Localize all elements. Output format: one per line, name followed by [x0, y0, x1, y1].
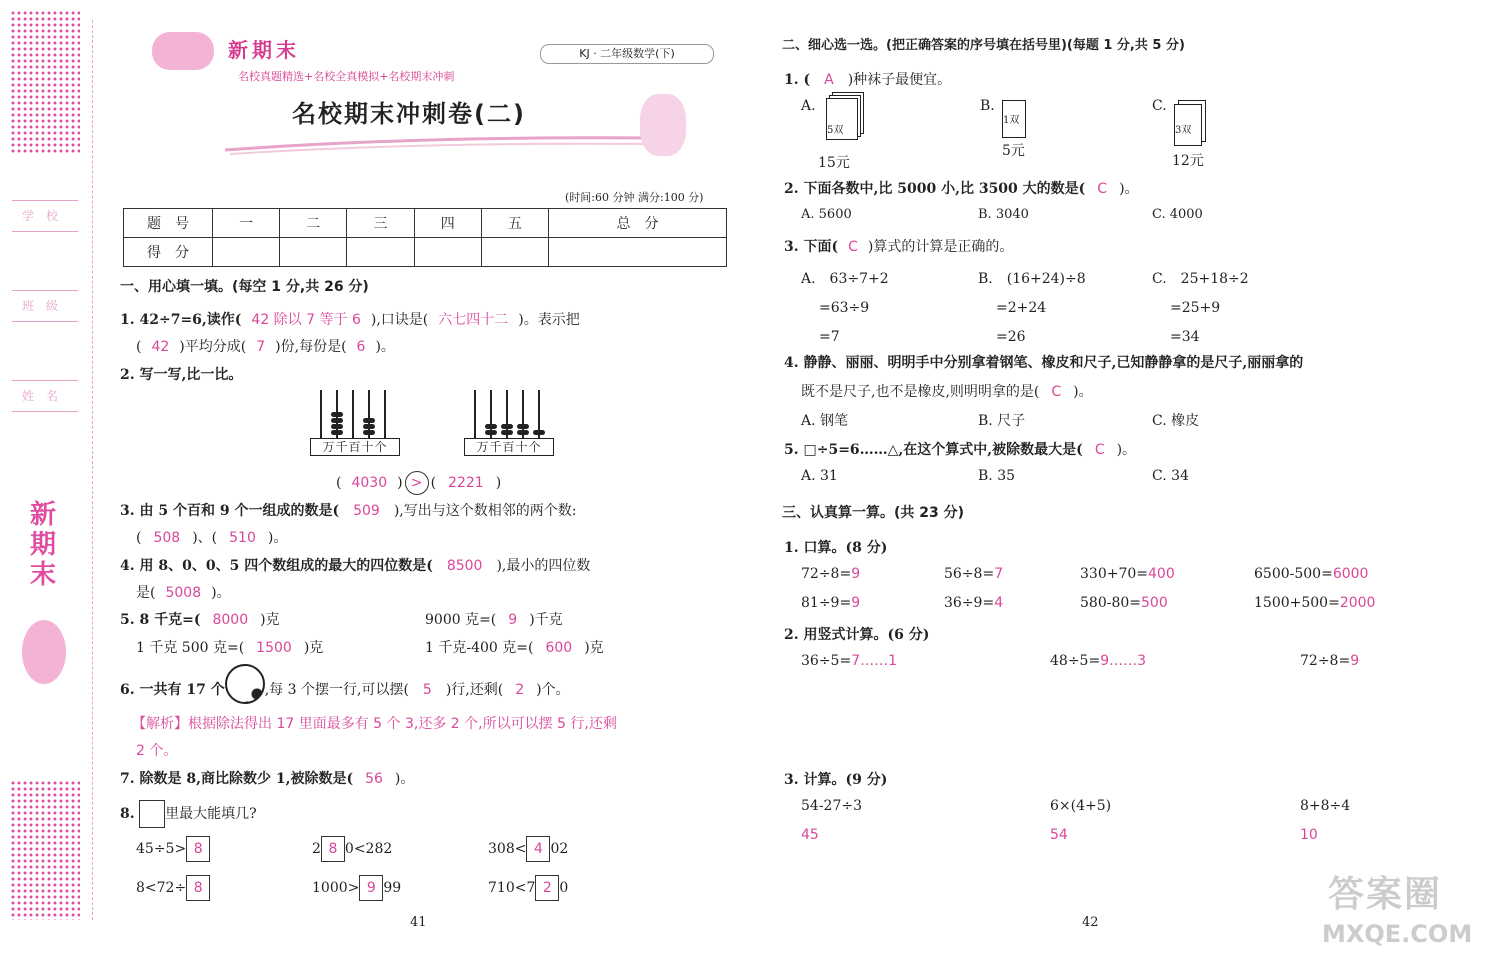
score-cell[interactable] [549, 238, 727, 267]
score-row-label: 得 分 [124, 238, 213, 267]
choice-4-option: C. 橡皮 [1152, 413, 1200, 429]
score-header-cell: 四 [414, 209, 481, 238]
sock-price: 5元 [1002, 143, 1025, 159]
choice-4-option: B. 尺子 [978, 413, 1026, 429]
score-cell[interactable] [213, 238, 280, 267]
abacus-4030 [310, 388, 400, 458]
q8-item: 710<7 2 0 [488, 875, 568, 901]
calc-answer: 54 [1050, 827, 1068, 843]
calc-item: 8+8÷4 [1300, 798, 1351, 814]
question-4-line2: 是( 5008 )。 [136, 585, 231, 601]
sock-price: 12元 [1172, 153, 1204, 169]
choice-4-line1: 4. 静静、丽丽、明明手中分别拿着钢笔、橡皮和尺子,已知静静拿的是尺子,丽丽拿的 [784, 355, 1304, 371]
mascot-icon [640, 94, 686, 156]
oral-item: 6500-500=6000 [1254, 566, 1369, 582]
soccer-ball-icon [225, 664, 265, 704]
choice-5-option: B. 35 [978, 468, 1016, 484]
question-4-line1: 4. 用 8、0、0、5 四个数组成的最大的四位数是( 8500 ),最小的四位数 [120, 558, 591, 574]
abacus-place-label: 万千百十个 [310, 438, 400, 456]
question-3-line1: 3. 由 5 个百和 9 个一组成的数是( 509 ),写出与这个数相邻的两个数: [120, 503, 577, 519]
question-8: 8. 里最大能填几? [120, 800, 257, 828]
q8-item: 1000> 9 99 [312, 875, 401, 901]
oral-item: 72÷8=9 [801, 566, 861, 582]
calc-answer: 45 [801, 827, 819, 843]
question-1-line1: 1. 42÷7=6,读作( 42 除以 7 等于 6 ),口诀是( 六七四十二 )。表示把 [120, 312, 580, 328]
oral-item: 1500+500=2000 [1254, 595, 1376, 611]
oral-item: 56÷8=7 [944, 566, 1004, 582]
oral-item: 36÷9=4 [944, 595, 1004, 611]
q8-item: 2 8 0<282 [312, 836, 392, 862]
question-1-line2: ( 42 )平均分成( 7 )份,每份是( 6 )。 [136, 339, 395, 355]
oral-item: 330+70=400 [1080, 566, 1175, 582]
sock-option: B. [980, 98, 995, 114]
calc-3-title: 3. 计算。(9 分) [784, 772, 888, 788]
choice-5: 5. □÷5=6……△,在这个算式中,被除数最大是( C )。 [784, 442, 1137, 458]
choice-4-option: A. 钢笔 [801, 413, 849, 429]
question-3-line2: ( 508 )、( 510 )。 [136, 530, 288, 546]
side-brand: 新期末 [30, 500, 57, 590]
score-cell[interactable] [414, 238, 481, 267]
choice-2-option: C. 4000 [1152, 207, 1203, 222]
brand-subtitle: 名校真题精选+名校全真模拟+名校期末冲刺 [238, 70, 455, 83]
question-6: 6. 一共有 17 个 ,每 3 个摆一行,可以摆( 5 )行,还剩( 2 )个。 [120, 676, 570, 704]
score-cell[interactable] [481, 238, 548, 267]
class-label: 班 级 [12, 290, 78, 322]
q8-item: 8<72÷ 8 [136, 875, 210, 901]
page-number-left: 41 [410, 915, 427, 930]
oral-item: 580-80=500 [1080, 595, 1168, 611]
time-info: (时间:60 分钟 满分:100 分) [565, 191, 704, 204]
abacus-2221 [464, 388, 554, 458]
choice-5-option: A. 31 [801, 468, 838, 484]
q8-item: 308< 4 02 [488, 836, 568, 862]
score-cell[interactable] [280, 238, 347, 267]
choice-2: 2. 下面各数中,比 5000 小,比 3500 大的数是( C )。 [784, 181, 1139, 197]
question-5-line2a: 1 千克 500 克=( 1500 )克 [136, 640, 324, 656]
vertical-item: 72÷8=9 [1300, 653, 1360, 669]
page-title: 名校期末冲刺卷(二) [292, 100, 526, 128]
sock-option: C. [1152, 98, 1167, 114]
blank-box-icon [139, 800, 165, 828]
abacus-place-label: 万千百十个 [464, 438, 554, 456]
score-table [123, 208, 727, 267]
score-header-cell: 三 [347, 209, 414, 238]
sock-price: 15元 [818, 155, 850, 171]
choice-2-option: A. 5600 [801, 207, 852, 222]
score-header-cell: 一 [213, 209, 280, 238]
analysis-line2: 2 个。 [136, 743, 178, 759]
sock-pack-icon: 1双 [1002, 100, 1026, 138]
question-5-line1a: 5. 8 千克=( 8000 )克 [120, 612, 280, 628]
question-7: 7. 除数是 8,商比除数少 1,被除数是( 56 )。 [120, 771, 415, 787]
calc-2-title: 2. 用竖式计算。(6 分) [784, 627, 930, 643]
choice-2-option: B. 3040 [978, 207, 1029, 222]
margin-cut-line [92, 20, 93, 920]
vertical-item: 36÷5=7……1 [801, 653, 898, 669]
brand-logo-icon [152, 32, 214, 70]
question-5-line1b: 9000 克=( 9 )千克 [425, 612, 563, 628]
sock-pack-icon: 5双 [826, 98, 858, 140]
choice-5-option: C. 34 [1152, 468, 1189, 484]
title-swoosh [220, 128, 660, 158]
oral-item: 81÷9=9 [801, 595, 861, 611]
score-header-cell: 二 [280, 209, 347, 238]
calc-item: 54-27÷3 [801, 798, 862, 814]
question-2-answers: ( 4030 ) > ( 2221 ) [336, 471, 501, 495]
name-label: 姓 名 [12, 380, 78, 412]
question-2: 2. 写一写,比一比。 [120, 367, 243, 383]
side-logo-icon [22, 620, 66, 684]
question-5-line2b: 1 千克-400 克=( 600 )克 [425, 640, 604, 656]
calc-item: 6×(4+5) [1050, 798, 1112, 814]
choice-1: 1. ( A )种袜子最便宜。 [784, 72, 952, 88]
calc-1-title: 1. 口算。(8 分) [784, 540, 888, 556]
q8-item: 45÷5> 8 [136, 836, 210, 862]
section-1-title: 一、用心填一填。(每空 1 分,共 26 分) [120, 279, 369, 295]
page-number-right: 42 [1082, 915, 1099, 930]
section-3-title: 三、认真算一算。(共 23 分) [782, 505, 965, 521]
grade-tag: KJ · 二年级数学(下) [540, 44, 714, 64]
score-header-cell: 五 [481, 209, 548, 238]
sock-pack-icon: 3双 [1174, 104, 1202, 146]
sock-option: A. [801, 98, 816, 114]
choice-3-col-c: C. 25+18÷2 =25+9 =34 [1152, 271, 1249, 345]
margin-dots-bottom [10, 780, 80, 920]
choice-3: 3. 下面( C )算式的计算是正确的。 [784, 239, 1014, 255]
brand-title: 新期末 [228, 38, 300, 62]
watermark-url: MXQE.COM [1322, 920, 1473, 948]
score-cell[interactable] [347, 238, 414, 267]
watermark-text: 答案圈 [1328, 874, 1443, 915]
school-label: 学 校 [12, 200, 78, 232]
choice-3-col-a: A. 63÷7+2 =63÷9 =7 [801, 271, 889, 345]
section-2-title: 二、细心选一选。(把正确答案的序号填在括号里)(每题 1 分,共 5 分) [782, 38, 1185, 53]
calc-answer: 10 [1300, 827, 1318, 843]
choice-4-line2: 既不是尺子,也不是橡皮,则明明拿的是( C )。 [801, 384, 1093, 400]
margin-dots-top [10, 10, 80, 155]
vertical-item: 48÷5=9……3 [1050, 653, 1147, 669]
analysis-line1: 【解析】根据除法得出 17 里面最多有 5 个 3,还多 2 个,所以可以摆 5 行,还剩 [132, 716, 617, 732]
choice-3-col-b: B. (16+24)÷8 =2+24 =26 [978, 271, 1086, 345]
score-header-cell: 总 分 [549, 209, 727, 238]
score-header-cell: 题 号 [124, 209, 213, 238]
